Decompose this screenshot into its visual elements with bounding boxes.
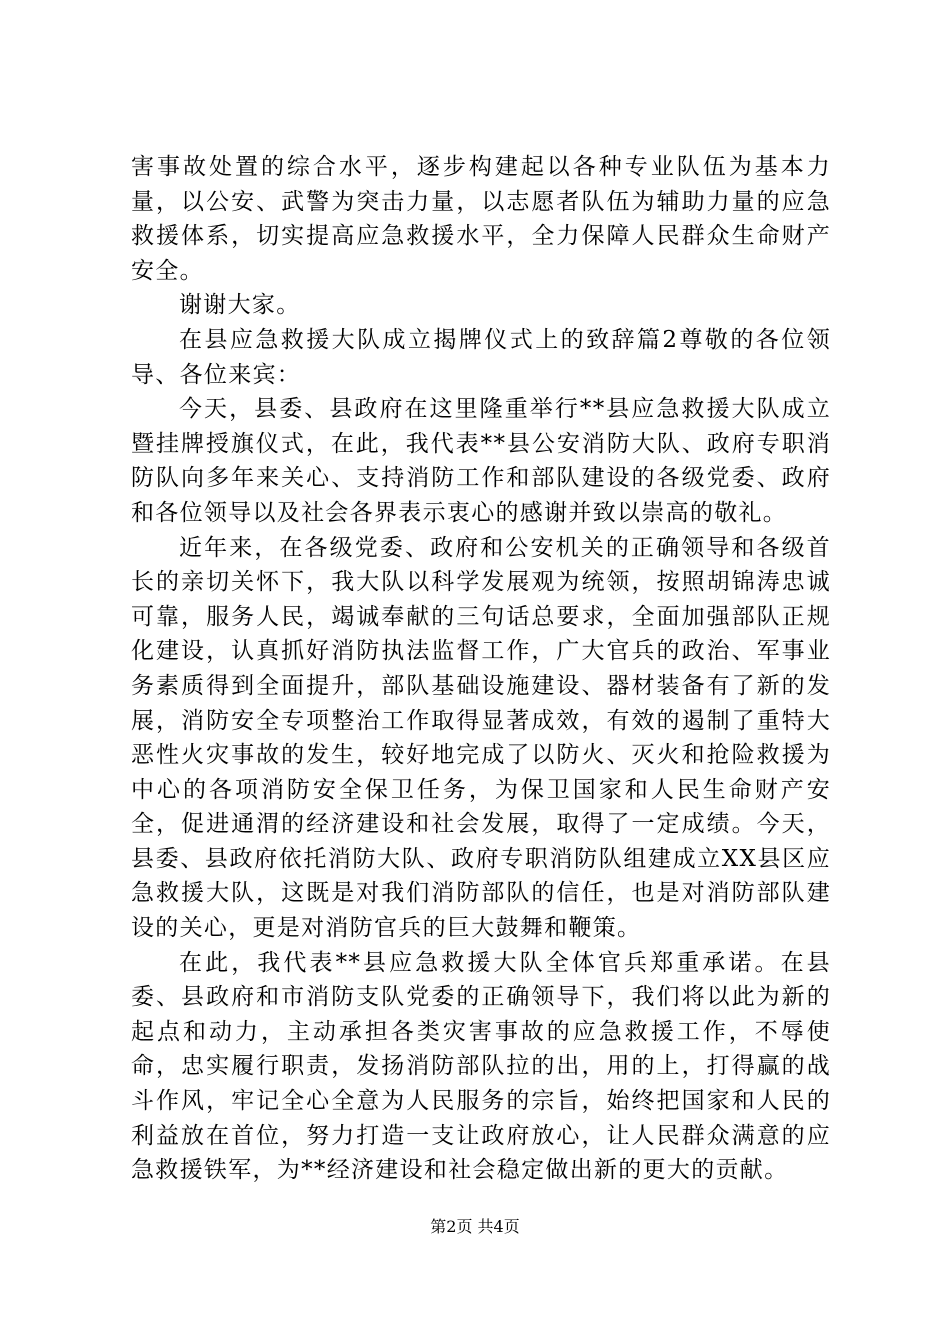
page-footer: 第2页 共4页	[430, 1217, 520, 1236]
paragraph-commitment: 在此，我代表**县应急救援大队全体官兵郑重承诺。在县委、县政府和市消防支队党委的正确领导下，我们将以此为新的起点和动力，主动承担各类灾害事故的应急救援工作，不辱使命，忠实履行职责，发扬消防部队拉的出，用的上，打得赢的战斗作风，牢记全心全意为人民服务的宗旨，始终把国家和人民的利益放在首位，努力打造一支让政府放心，让人民群众满意的应急救援铁军，为**经济建设和社会稳定做出新的更大的贡献。	[131, 949, 831, 1184]
paragraph-continuation: 害事故处置的综合水平，逐步构建起以各种专业队伍为基本力量，以公安、武警为突击力量，以志愿者队伍为辅助力量的应急救援体系，切实提高应急救援水平，全力保障人民群众生命财产安全。	[131, 154, 831, 284]
document-body	[131, 150, 831, 1188]
paragraph-speech-title: 在县应急救援大队成立揭牌仪式上的致辞篇2尊敬的各位领导、各位来宾：	[131, 326, 831, 388]
paragraph-thanks: 谢谢大家。	[179, 292, 301, 319]
paragraph-achievements: 近年来，在各级党委、政府和公安机关的正确领导和各级首长的亲切关怀下，我大队以科学发展观为统领，按照胡锦涛忠诚可靠，服务人民，竭诚奉献的三句话总要求，全面加强部队正规化建设，认真抓好消防执法监督工作，广大官兵的政治、军事业务素质得到全面提升，部队基础设施建设、器材装备有了新的发展，消防安全专项整治工作取得显著成效，有效的遏制了重特大恶性火灾事故的发生，较好地完成了以防火、灭火和抢险救援为中心的各项消防安全保卫任务，为保卫国家和人民生命财产安全，促进通渭的经济建设和社会发展，取得了一定成绩。今天，县委、县政府依托消防大队、政府专职消防队组建成立XX县区应急救援大队，这既是对我们消防部队的信任，也是对消防部队建设的关心，更是对消防官兵的巨大鼓舞和鞭策。	[131, 534, 831, 942]
paragraph-opening: 今天，县委、县政府在这里隆重举行**县应急救援大队成立暨挂牌授旗仪式，在此，我代表**县公安消防大队、政府专职消防队向多年来关心、支持消防工作和部队建设的各级党委、政府和各位领导以及社会各界表示衷心的感谢并致以崇高的敬礼。	[131, 396, 831, 526]
